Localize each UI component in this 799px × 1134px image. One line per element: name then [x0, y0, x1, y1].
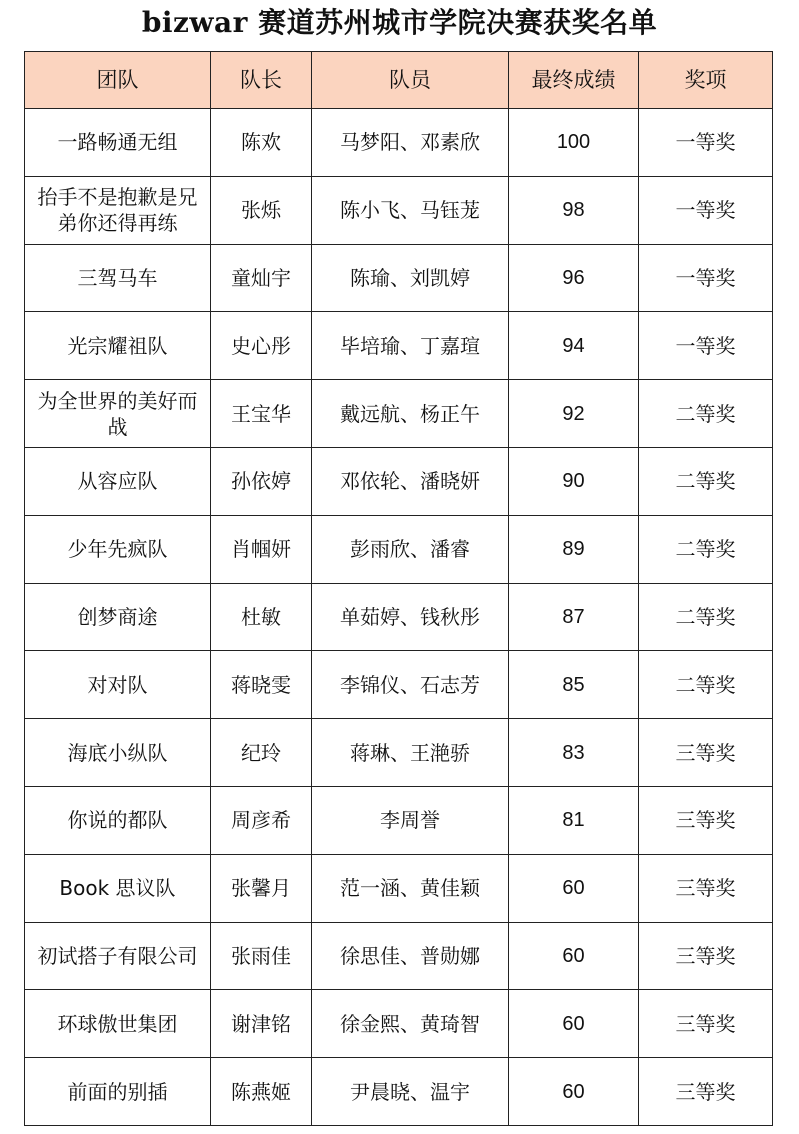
table-row — [25, 786, 773, 854]
members-cell: 毕培瑜、丁嘉瑄 — [312, 312, 509, 380]
members-cell: 徐金熙、黄琦智 — [312, 990, 509, 1058]
team-cell: Book 思议队 — [25, 854, 211, 922]
score-cell: 98 — [509, 176, 639, 244]
team-cell: 海底小纵队 — [25, 719, 211, 787]
score-cell: 60 — [509, 922, 639, 990]
table-row — [25, 515, 773, 583]
members-cell: 陈小飞、马钰茏 — [312, 176, 509, 244]
header-final-score: 最终成绩 — [509, 52, 639, 109]
award-cell: 一等奖 — [639, 176, 773, 244]
table-row — [25, 176, 773, 244]
award-cell: 三等奖 — [639, 990, 773, 1058]
score-cell: 92 — [509, 380, 639, 448]
header-row — [25, 52, 773, 109]
score-cell: 89 — [509, 515, 639, 583]
captain-cell: 张雨佳 — [211, 922, 312, 990]
table-row — [25, 583, 773, 651]
members-cell: 蒋琳、王滟骄 — [312, 719, 509, 787]
captain-cell: 童灿宇 — [211, 244, 312, 312]
team-cell: 对对队 — [25, 651, 211, 719]
score-cell: 60 — [509, 990, 639, 1058]
award-cell: 三等奖 — [639, 1058, 773, 1126]
table-row — [25, 380, 773, 448]
table-row — [25, 854, 773, 922]
table-body — [25, 109, 773, 1126]
award-cell: 三等奖 — [639, 719, 773, 787]
score-cell: 96 — [509, 244, 639, 312]
members-cell: 戴远航、杨正午 — [312, 380, 509, 448]
score-cell: 60 — [509, 854, 639, 922]
members-cell: 彭雨欣、潘睿 — [312, 515, 509, 583]
score-cell: 60 — [509, 1058, 639, 1126]
team-cell: 初试搭子有限公司 — [25, 922, 211, 990]
team-cell: 从容应队 — [25, 447, 211, 515]
team-cell: 前面的别插 — [25, 1058, 211, 1126]
team-cell: 创梦商途 — [25, 583, 211, 651]
table-row — [25, 109, 773, 177]
captain-cell: 张烁 — [211, 176, 312, 244]
captain-cell: 谢津铭 — [211, 990, 312, 1058]
captain-cell: 陈欢 — [211, 109, 312, 177]
score-cell: 83 — [509, 719, 639, 787]
team-cell: 一路畅通无组 — [25, 109, 211, 177]
team-cell: 你说的都队 — [25, 786, 211, 854]
captain-cell: 王宝华 — [211, 380, 312, 448]
table-row — [25, 922, 773, 990]
members-cell: 尹晨晓、温宇 — [312, 1058, 509, 1126]
team-cell: 环球傲世集团 — [25, 990, 211, 1058]
members-cell: 李周誉 — [312, 786, 509, 854]
members-cell: 范一涵、黄佳颖 — [312, 854, 509, 922]
header-team: 团队 — [25, 52, 211, 109]
members-cell: 李锦仪、石志芳 — [312, 651, 509, 719]
table-row — [25, 1058, 773, 1126]
award-cell: 二等奖 — [639, 583, 773, 651]
table-row — [25, 447, 773, 515]
captain-cell: 张馨月 — [211, 854, 312, 922]
award-cell: 三等奖 — [639, 786, 773, 854]
table-row — [25, 244, 773, 312]
header-members: 队员 — [312, 52, 509, 109]
award-table — [24, 51, 773, 1126]
team-cell: 光宗耀祖队 — [25, 312, 211, 380]
members-cell: 徐思佳、普勋娜 — [312, 922, 509, 990]
captain-cell: 史心彤 — [211, 312, 312, 380]
members-cell: 邓依轮、潘晓妍 — [312, 447, 509, 515]
award-cell: 二等奖 — [639, 380, 773, 448]
captain-cell: 孙依婷 — [211, 447, 312, 515]
table-header — [25, 52, 773, 109]
members-cell: 马梦阳、邓素欣 — [312, 109, 509, 177]
table-row — [25, 719, 773, 787]
table-row — [25, 651, 773, 719]
captain-cell: 蒋晓雯 — [211, 651, 312, 719]
score-cell: 81 — [509, 786, 639, 854]
score-cell: 85 — [509, 651, 639, 719]
award-cell: 一等奖 — [639, 312, 773, 380]
members-cell: 单茹婷、钱秋彤 — [312, 583, 509, 651]
header-captain: 队长 — [211, 52, 312, 109]
page-title: bizwar 赛道苏州城市学院决赛获奖名单 — [141, 6, 658, 39]
header-award: 奖项 — [639, 52, 773, 109]
table-row — [25, 312, 773, 380]
team-cell: 少年先疯队 — [25, 515, 211, 583]
team-cell: 为全世界的美好而战 — [25, 380, 211, 448]
award-cell: 三等奖 — [639, 922, 773, 990]
table-row — [25, 990, 773, 1058]
captain-cell: 周彦希 — [211, 786, 312, 854]
score-cell: 100 — [509, 109, 639, 177]
award-cell: 三等奖 — [639, 854, 773, 922]
captain-cell: 杜敏 — [211, 583, 312, 651]
captain-cell: 肖帼妍 — [211, 515, 312, 583]
score-cell: 90 — [509, 447, 639, 515]
award-cell: 二等奖 — [639, 515, 773, 583]
award-cell: 一等奖 — [639, 109, 773, 177]
score-cell: 87 — [509, 583, 639, 651]
captain-cell: 纪玲 — [211, 719, 312, 787]
captain-cell: 陈燕姬 — [211, 1058, 312, 1126]
score-cell: 94 — [509, 312, 639, 380]
award-cell: 二等奖 — [639, 447, 773, 515]
members-cell: 陈瑜、刘凯婷 — [312, 244, 509, 312]
award-cell: 二等奖 — [639, 651, 773, 719]
award-cell: 一等奖 — [639, 244, 773, 312]
team-cell: 抬手不是抱歉是兄弟你还得再练 — [25, 176, 211, 244]
team-cell: 三驾马车 — [25, 244, 211, 312]
